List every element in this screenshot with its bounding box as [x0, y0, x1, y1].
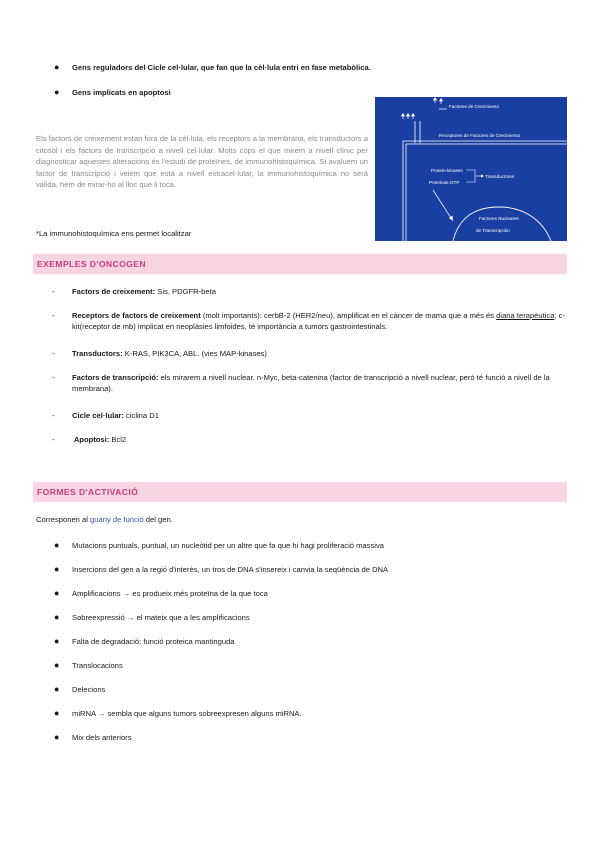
growth-factor-arrows	[402, 98, 448, 120]
bullet-dot-icon: ●	[54, 564, 60, 574]
activacio-item-4: Sobreexpressió → el mateix que a les amplificacions	[72, 613, 250, 622]
diagram-label-growth-factors: Factores de Crecimiento	[449, 104, 500, 109]
diagram-label-nuclear-2: de Transcripción	[476, 228, 510, 233]
oncogen-item-5: Cicle cel·lular: ciclina D1	[72, 411, 159, 420]
diagram-label-receptors: Receptores de Factores de Crecimiento	[439, 133, 521, 138]
diagram-label-transductores: Transductores	[485, 174, 515, 179]
activacio-intro: Corresponen al guany de funció del gen.	[36, 515, 173, 524]
signal-pathway-diagram	[375, 97, 567, 241]
bullet-dot-icon: ●	[54, 660, 60, 670]
diagram-label-protein-kinases: Protein-kinases	[431, 168, 463, 173]
section-heading-activacio: FORMES D'ACTIVACIÓ	[37, 487, 139, 497]
oncogen-item-4: Factors de transcripció: els mirarem a nivell nuclear. n-Myc, beta-catenina (factor de transcripció a nivell nuclear, però té funció a nivell de la membrana).	[72, 373, 550, 393]
bullet-dot-icon: ●	[54, 708, 60, 718]
activacio-item-3: Amplificacions → es produeix més proteïna de la que toca	[72, 589, 268, 598]
section-heading-band-oncogen	[33, 254, 567, 274]
dash-marker: -	[52, 287, 55, 296]
immuno-note: *La immunohistoquímica ens permet localitzar	[36, 229, 192, 238]
oncogen-item-6: Apoptosi: Bcl2	[72, 435, 127, 444]
bullet-dot-icon: ●	[54, 732, 60, 742]
underlined-term: diana terapèutica	[496, 311, 555, 320]
activacio-item-2: Insercions del gen a la regió d'interès, un tros de DNA s'insereix i canvia la seqüència de DNA	[72, 565, 389, 574]
bullet-dot-icon: ●	[54, 684, 60, 694]
oncogen-item-3: Transductors: K-RAS, PIK3CA, ABL. (vies MAP-kinases)	[72, 349, 267, 358]
oncogen-item-2: Receptors de factors de creixement (molt importants): cerbB-2 (HER2/neu), amplificat en el càncer de mama que a més és diana terapèutica; c-kit(receptor de mb) implicat en neoplàsies limfoides, té importància a tumors gastrointestinals.	[72, 311, 565, 331]
bullet-dot-icon: ●	[54, 612, 60, 622]
dash-marker: -	[52, 435, 55, 444]
section-heading-oncogen: EXEMPLES D'ONCOGEN	[37, 259, 147, 269]
bullet-dot-icon: ●	[54, 87, 60, 97]
activacio-item-1: Mutacions puntuals, puntual, un nucleòtid per un altre que fa que hi hagi proliferació massiva	[72, 541, 384, 550]
oncogen-item-1: Factors de creixement: Sis, PDGFR-beta	[72, 287, 216, 296]
activacio-item-6: Translocacions	[72, 661, 123, 670]
activacio-item-8: miRNA → sembla que alguns tumors sobreexpresen alguns miRNA.	[72, 709, 302, 718]
top-bullet-2: Gens implicats en apoptosi	[72, 88, 171, 97]
diagram-label-nuclear-1: Factores Nucleares	[479, 216, 519, 221]
section-heading-band-activacio	[33, 482, 567, 502]
bullet-dot-icon: ●	[54, 636, 60, 646]
dash-marker: -	[52, 311, 55, 320]
bullet-dot-icon: ●	[54, 540, 60, 550]
intro-paragraph: Els factors de creixement estan fora de la cèl·lula, els receptors a la membrana, els transductors a citosol i els factors de transcripció a nivell cel·lular. Molts cops el que mirem a nivell clínic per diagnosticar aquestes alteracions és l'estudi de proteïnes, de immunohistoquímica. Si avaluem un factor de transcripció i veiem que està a nivell extracel·lular, la immunohistoquímica no serà valida, hem de mirar-ho al lloc que li toca.	[36, 134, 368, 190]
activacio-item-7: Delecions	[72, 685, 106, 694]
diagram-label-proteins-gtp: Proteinas-GTP	[429, 180, 460, 185]
activacio-item-5: Falta de degradació: funció proteica mantinguda	[72, 637, 235, 646]
dash-marker: -	[52, 411, 55, 420]
bullet-dot-icon: ●	[54, 588, 60, 598]
dash-marker: -	[52, 349, 55, 358]
guany-de-funcio-link: guany de funció	[90, 515, 144, 524]
top-bullet-1: Gens reguladors del Cicle cel·lular, que fan que la cèl·lula entri en fase metabòlica.	[72, 63, 371, 72]
activacio-item-9: Mix dels anteriors	[72, 733, 132, 742]
bullet-dot-icon: ●	[54, 62, 60, 72]
dash-marker: -	[52, 373, 55, 382]
